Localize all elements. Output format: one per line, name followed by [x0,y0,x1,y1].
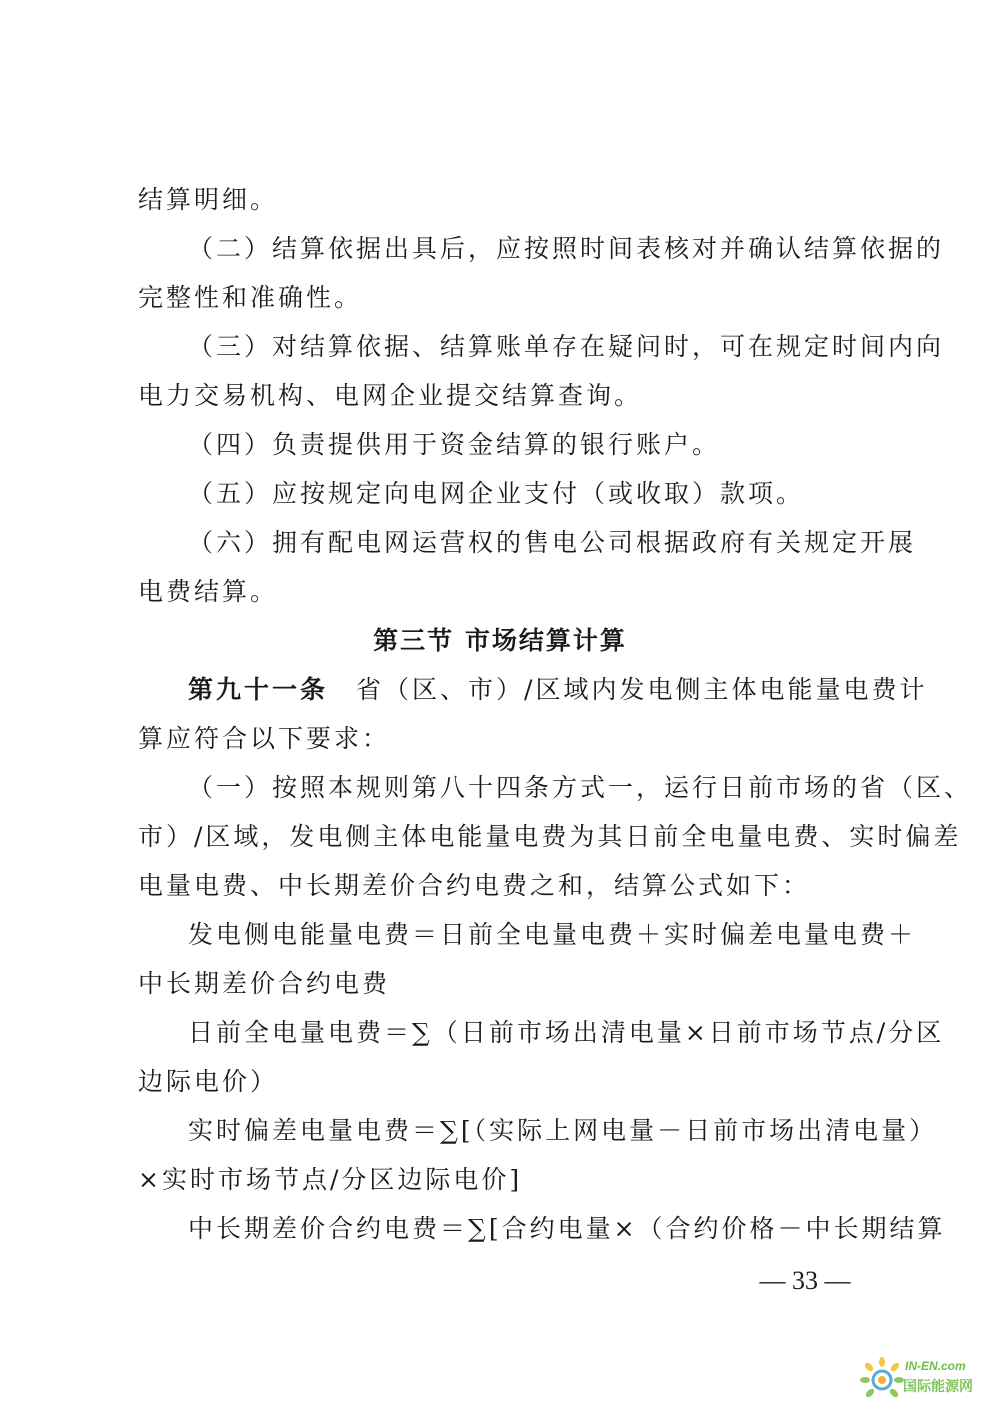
article-label: 第九十一条 [188,675,329,704]
paragraph-line: （一）按照本规则第八十四条方式一，运行日前市场的省（区、 [188,773,973,802]
paragraph-line: （六）拥有配电网运营权的售电公司根据政府有关规定开展 [188,528,917,557]
formula-line: 日前全电量电费＝∑（日前市场出清电量×日前市场节点/分区 [188,1018,945,1047]
paragraph-line: 电力交易机构、电网企业提交结算查询。 [138,381,643,410]
paragraph-line: 市）/区域，发电侧主体电能量电费为其日前全电量电费、实时偏差 [138,822,962,851]
paragraph-line: 算应符合以下要求： [138,724,391,753]
sun-logo-icon [858,1352,908,1404]
section-title: 第三节 市场结算计算 [373,626,627,655]
paragraph-line: （三）对结算依据、结算账单存在疑问时，可在规定时间内向 [188,332,945,361]
page-number: — 33 — [759,1266,851,1295]
article-heading-line [188,674,928,706]
formula-line: 中长期差价合约电费＝∑[合约电量×（合约价格－中长期结算 [188,1214,946,1243]
formula-line: 实时偏差电量电费＝∑[（实际上网电量－日前市场出清电量） [188,1116,938,1145]
formula-line: 发电侧电能量电费＝日前全电量电费＋实时偏差电量电费＋ [188,920,917,949]
formula-line: 边际电价） [138,1067,279,1096]
paragraph-line: （四）负责提供用于资金结算的银行账户。 [188,430,721,459]
watermark-latin: IN-EN.com [905,1359,966,1373]
paragraph-line: 电费结算。 [138,577,279,606]
paragraph-line: 完整性和准确性。 [138,283,363,312]
watermark-logo [858,1352,993,1404]
paragraph-line: 结算明细。 [138,185,279,214]
paragraph-line: 电量电费、中长期差价合约电费之和，结算公式如下： [138,871,811,900]
paragraph-line: （二）结算依据出具后，应按照时间表核对并确认结算依据的 [188,234,945,263]
formula-line: 中长期差价合约电费 [138,969,391,998]
article-text: 省（区、市）/区域内发电侧主体电能量电费计 [356,675,928,704]
watermark-chinese: 国际能源网 [903,1379,973,1395]
formula-line: ×实时市场节点/分区边际电价] [138,1165,523,1194]
paragraph-line: （五）应按规定向电网企业支付（或收取）款项。 [188,479,805,508]
